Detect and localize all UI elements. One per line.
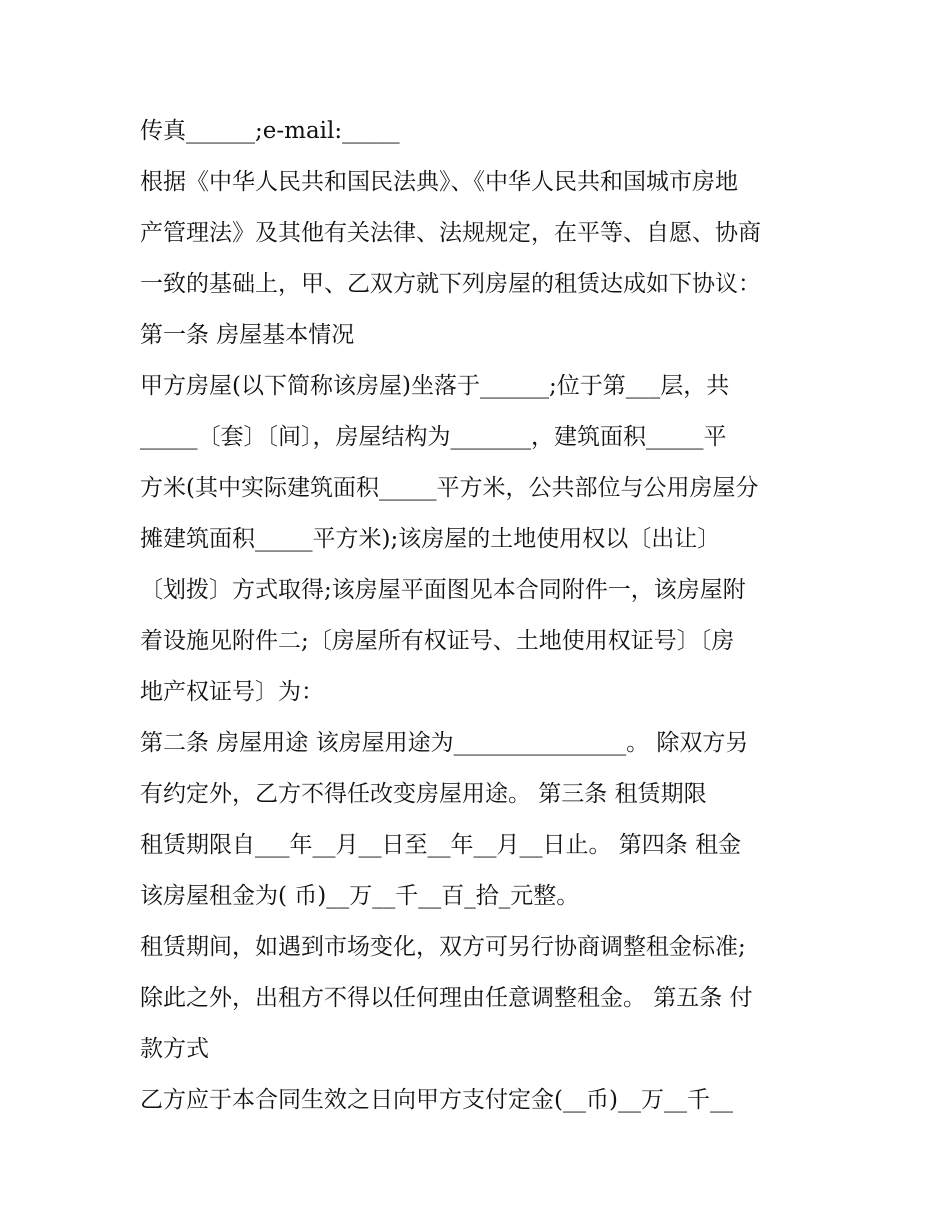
text-line: 〔划拨〕方式取得;该房屋平面图见本合同附件一，该房屋附 (140, 577, 746, 603)
text-line: _____〔套〕〔间〕，房屋结构为_______，建筑面积_____平 (140, 424, 727, 450)
text-line: 有约定外，乙方不得任改变房屋用途。 第三条 租赁期限 (140, 781, 707, 807)
text-line: 除此之外，出租方不得以任何理由任意调整租金。 第五条 付 (140, 985, 753, 1011)
text-line: 该房屋租金为( 币)__万__千__百_拾_元整。 (140, 883, 580, 909)
text-line: 甲方房屋(以下简称该房屋)坐落于______;位于第___层，共 (140, 373, 730, 399)
text-line: 方米(其中实际建筑面积_____平方米，公共部位与公用房屋分 (140, 475, 759, 501)
text-line: 着设施见附件二;〔房屋所有权证号、土地使用权证号〕〔房 (140, 628, 735, 654)
text-line: 租赁期间，如遇到市场变化，双方可另行协商调整租金标准; (140, 934, 746, 960)
article-2-line: 第二条 房屋用途 该房屋用途为_______________。 除双方另 (140, 730, 749, 756)
text-line: 款方式 (140, 1036, 209, 1062)
text-line: 根据《中华人民共和国民法典》、《中华人民共和国城市房地 (140, 169, 738, 195)
contract-body (140, 106, 820, 1126)
article-1-heading: 第一条 房屋基本情况 (140, 322, 355, 348)
text-line: 产管理法》及其他有关法律、法规规定，在平等、自愿、协商 (140, 220, 761, 246)
text-line: 地产权证号〕为： (140, 679, 324, 705)
text-line: 乙方应于本合同生效之日向甲方支付定金(__币)__万__千__ (140, 1087, 733, 1113)
text-line: 租赁期限自___年__月__日至__年__月__日止。 第四条 租金 (140, 832, 742, 858)
text-line: 一致的基础上，甲、乙双方就下列房屋的租赁达成如下协议： (140, 271, 761, 297)
contact-fax-email-line: 传真______;e-mail:_____ (140, 118, 400, 144)
text-line: 摊建筑面积_____平方米);该房屋的土地使用权以〔出让〕 (140, 526, 721, 552)
